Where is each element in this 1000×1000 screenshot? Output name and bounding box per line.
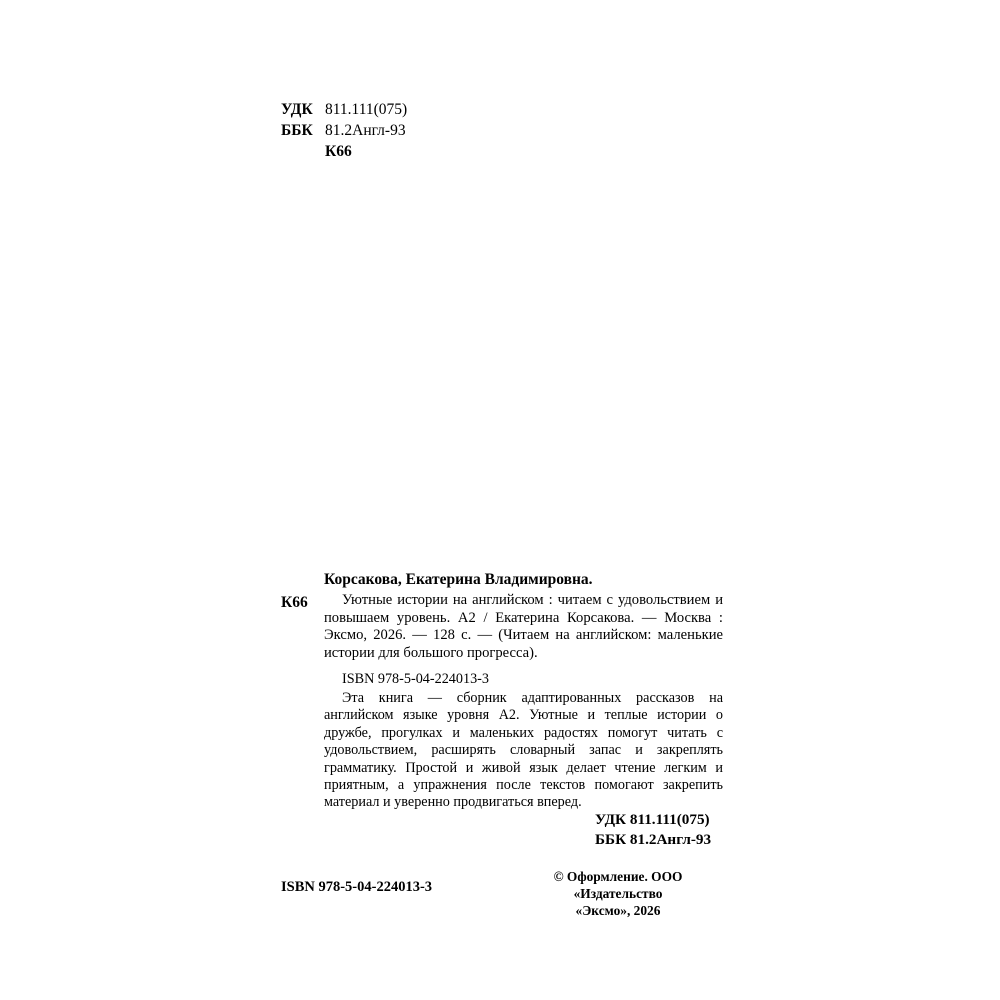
udc-row	[281, 99, 407, 120]
author-sign-code: К66	[325, 143, 352, 160]
card-author: Корсакова, Екатерина Владимировна.	[324, 571, 593, 588]
bottom-udc: УДК 811.111(075)	[595, 811, 710, 828]
top-classification-block	[281, 99, 407, 162]
catalog-card	[281, 570, 723, 812]
copyright-line-2: «Эксмо», 2026	[575, 903, 661, 918]
card-shelf-mark: К66	[281, 594, 308, 611]
bottom-classification-block	[595, 810, 711, 849]
card-body	[281, 592, 723, 662]
bbk-row	[281, 120, 407, 141]
udc-label: УДК	[281, 101, 313, 118]
card-description: Уютные истории на английском : читаем с удовольствием и повышаем уровень. А2 / Екатерина Корсакова. — Москва : Эксмо, 2026. — 128 с. — (Читаем на английском: маленькие истории для большого прогресса).	[324, 592, 723, 661]
copyright-line-1: © Оформление. ООО «Издательство	[553, 869, 683, 901]
card-isbn: ISBN 978-5-04-224013-3	[342, 671, 489, 688]
bbk-value: 81.2Англ-93	[325, 122, 406, 139]
footer-isbn: ISBN 978-5-04-224013-3	[281, 879, 433, 895]
copyright-notice	[512, 868, 724, 919]
udc-value: 811.111(075)	[325, 101, 408, 118]
bottom-bbk: ББК 81.2Англ-93	[595, 830, 712, 848]
bbk-label: ББК	[281, 122, 313, 139]
card-annotation: Эта книга — сборник адаптированных рассказов на английском языке уровня А2. Уютные и теплые истории о дружбе, прогулках и маленьких радостях помогут читать с удовольствием, расширять словарный запас и закреплять грамматику. Простой и живой язык делает чтение легким и приятным, а упражнения после текстов помогают закрепить материал и уверенно продвигаться вперед.	[324, 689, 723, 811]
